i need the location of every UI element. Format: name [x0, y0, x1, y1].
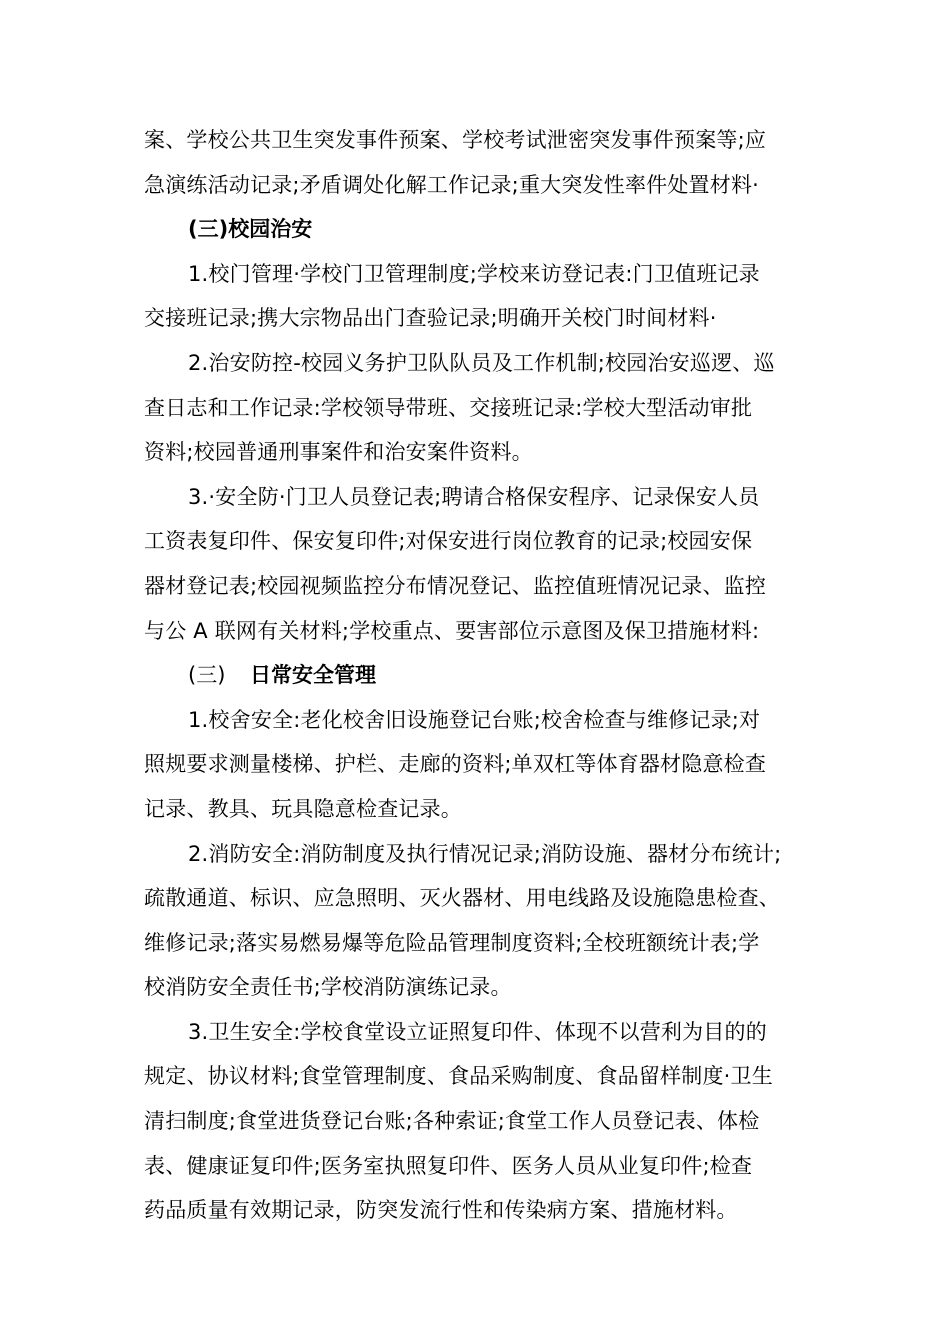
text-line: 校消防安全责任书;学校消防演练记录。 — [144, 975, 512, 1000]
paragraph-gate-management — [144, 252, 816, 341]
paragraph-fire-safety — [144, 832, 816, 1010]
section-heading-campus-security — [144, 207, 816, 252]
paragraph-security-control — [144, 341, 816, 475]
text-line: 记录、教具、玩具隐意检查记录。 — [144, 796, 462, 821]
text-line: 与公 A 联网有关材料;学校重点、要害部位示意图及保卫措施材料: — [144, 618, 760, 643]
text-line: 疏散通道、标识、应急照明、灭火器材、用电线路及设施隐患检查、 — [144, 886, 780, 911]
text-line: 资料;校园普通刑事案件和治安案件资料。 — [144, 440, 533, 465]
text-line: 器材登记表;校园视频监控分布情况登记、监控值班情况记录、监控 — [144, 573, 767, 598]
paragraph-building-safety — [144, 698, 816, 832]
text-line: 案、学校公共卫生突发事件预案、学校考试泄密突发事件预案等;应 — [144, 128, 767, 152]
document-page — [144, 118, 816, 1233]
section-heading-title: 日常安全管理 — [250, 663, 377, 688]
section-heading-text: (三)校园治安 — [188, 217, 313, 242]
text-line: 清扫制度;食堂进货登记台账;各种索证;食堂工作人员登记表、体检 — [144, 1109, 760, 1134]
text-line: 药品质量有效期记录，防突发流行性和传染病方案、措施材料。 — [144, 1198, 738, 1223]
paragraph-emergency-plans — [144, 118, 816, 207]
text-line: 1.校舍安全:老化校舍旧设施登记台账;校舍检查与维修记录;对 — [188, 707, 761, 732]
paragraph-health-safety — [144, 1010, 816, 1233]
text-line: 表、健康证复印件;医务室执照复印件、医务人员从业复印件;检查 — [144, 1153, 753, 1178]
text-line: 1.校门管理·学校门卫管理制度;学校来访登记表:门卫值班记录 — [188, 261, 760, 286]
paragraph-safety-defense — [144, 475, 816, 653]
text-line: 2.消防安全:消防制度及执行情况记录;消防设施、器材分布统计; — [188, 841, 782, 866]
section-heading-number: (三) — [188, 663, 226, 688]
text-line: 照规要求测量楼梯、护栏、走廊的资料;单双杠等体育器材隐意检查 — [144, 752, 767, 777]
text-line: 规定、协议材料;食堂管理制度、食品采购制度、食品留样制度·卫生 — [144, 1064, 773, 1089]
text-line: 2.治安防控-校园义务护卫队队员及工作机制;校园治安巡逻、巡 — [188, 350, 775, 375]
text-line: 急演练活动记录;矛盾调处化解工作记录;重大突发性率件处置材料· — [144, 172, 760, 197]
text-line: 维修记录;落实易燃易爆等危险品管理制度资料;全校班额统计表;学 — [144, 930, 760, 955]
text-line: 交接班记录;携大宗物品出门查验记录;明确开关校门时间材料· — [144, 306, 717, 331]
text-line: 3.卫生安全:学校食堂设立证照复印件、体现不以营利为目的的 — [188, 1019, 767, 1044]
section-heading-daily-safety — [144, 653, 816, 698]
text-line: 工资表复印件、保安复印件;对保安进行岗位教育的记录;校园安保 — [144, 529, 753, 554]
text-line: 3.·安全防·门卫人员登记表;聘请合格保安程序、记录保安人员 — [188, 484, 760, 509]
text-line: 查日志和工作记录:学校领导带班、交接班记录:学校大型活动审批 — [144, 395, 753, 420]
